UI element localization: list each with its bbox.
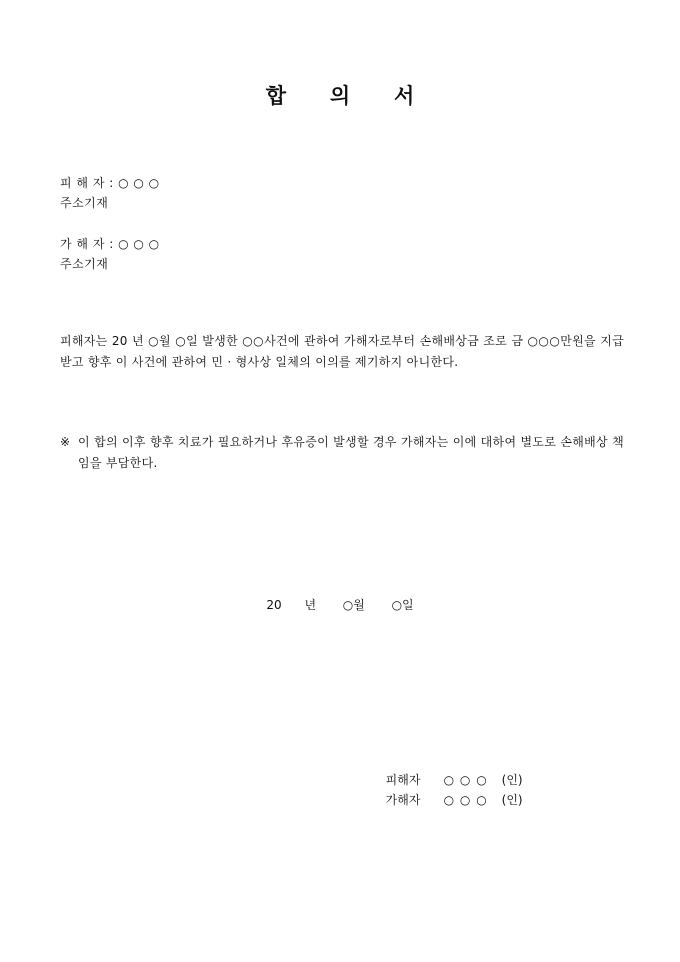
victim-address: 주소기재	[60, 196, 109, 210]
signature-label: 가해자	[385, 793, 421, 807]
signature-seal: (인)	[501, 773, 523, 787]
agreement-date: 20 년 ○월 ○일	[266, 598, 414, 612]
signature-row-offender	[378, 777, 523, 808]
document-title: 합 의 서	[265, 83, 415, 108]
note-text: 이 합의 이후 향후 치료가 필요하거나 후유증이 발생할 경우 가해자는 이에 대하여 별도로 손해배상 책임을 부담한다.	[78, 435, 624, 470]
signature-label: 피해자	[385, 773, 421, 787]
reference-mark-icon: ※	[60, 435, 71, 449]
agreement-body-paragraph: 피해자는 20 년 ○월 ○일 발생한 ○○사건에 관하여 가해자로부터 손해배상금 조로 금 ○○○만원을 지급받고 향후 이 사건에 관하여 민 · 형사상 일체의 이의를 제기하지 아니한다.	[60, 334, 624, 369]
signature-name: ○ ○ ○	[443, 773, 488, 787]
agreement-note	[60, 432, 624, 474]
victim-line: 피 해 자 : ○ ○ ○	[60, 176, 160, 190]
signature-seal: (인)	[501, 793, 523, 807]
offender-line: 가 해 자 : ○ ○ ○	[60, 237, 160, 251]
offender-address: 주소기재	[60, 257, 109, 271]
signature-name: ○ ○ ○	[443, 793, 488, 807]
